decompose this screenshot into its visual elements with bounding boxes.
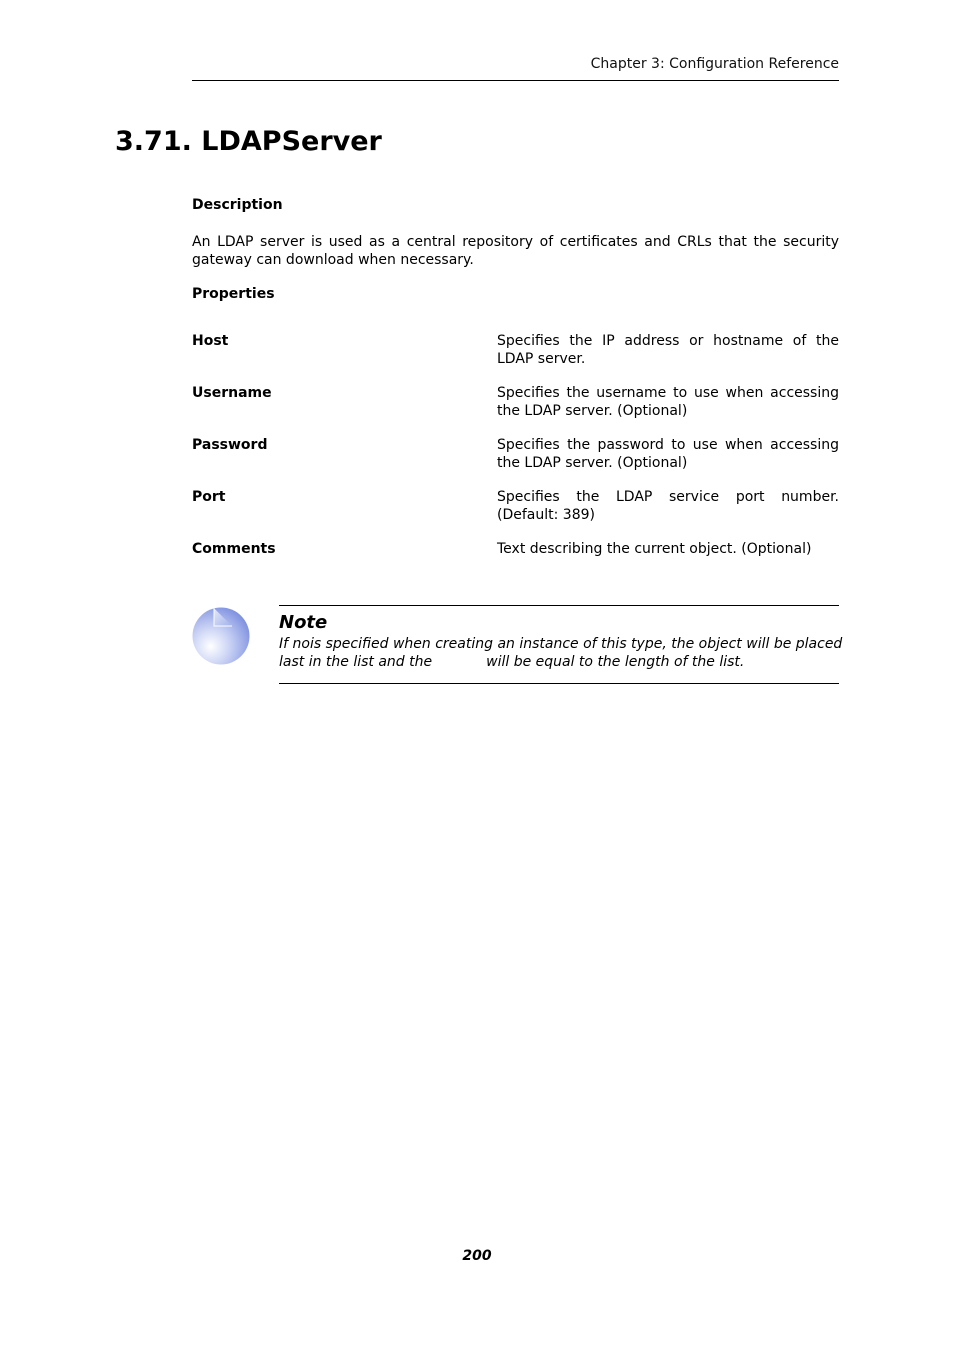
header-divider — [192, 80, 839, 81]
note-line-1-end: is specified when creating an instance of this type, the object will be placed — [309, 636, 843, 652]
note-icon — [192, 607, 250, 665]
note-title: Note — [279, 612, 328, 633]
property-name-password: Password — [192, 437, 268, 453]
note-line-2 — [279, 653, 839, 671]
note-line-2-end: will be equal to the length of the list. — [486, 654, 745, 670]
property-name-port: Port — [192, 489, 226, 505]
property-description-password: Specifies the password to use when accessing the LDAP server. (Optional) — [497, 437, 839, 471]
property-description-comments: Text describing the current object. (Optional) — [497, 541, 812, 557]
note-body — [279, 635, 843, 671]
note-top-rule — [279, 605, 839, 606]
property-name-username: Username — [192, 385, 272, 401]
property-description-host: Specifies the IP address or hostname of the LDAP server. — [497, 333, 839, 367]
property-name-host: Host — [192, 333, 229, 349]
description-text: An LDAP server is used as a central repository of certificates and CRLs that the security gateway can download when necessary. — [192, 234, 839, 268]
note-omitted-term — [432, 653, 486, 671]
chapter-title: Chapter 3: Configuration Reference — [590, 56, 839, 72]
property-description-username: Specifies the username to use when accessing the LDAP server. (Optional) — [497, 385, 839, 419]
property-description-port: Specifies the LDAP service port number. (Default: 389) — [497, 489, 839, 523]
note-line-1-start: If no — [279, 636, 310, 652]
section-title: 3.71. LDAPServer — [115, 126, 382, 157]
page-number: 200 — [462, 1248, 492, 1264]
description-heading: Description — [192, 197, 283, 213]
property-name-comments: Comments — [192, 541, 276, 557]
note-bottom-rule — [279, 683, 839, 684]
note-line-1 — [279, 635, 843, 653]
note-line-2-start: last in the list and the — [279, 654, 433, 670]
properties-heading: Properties — [192, 286, 275, 302]
